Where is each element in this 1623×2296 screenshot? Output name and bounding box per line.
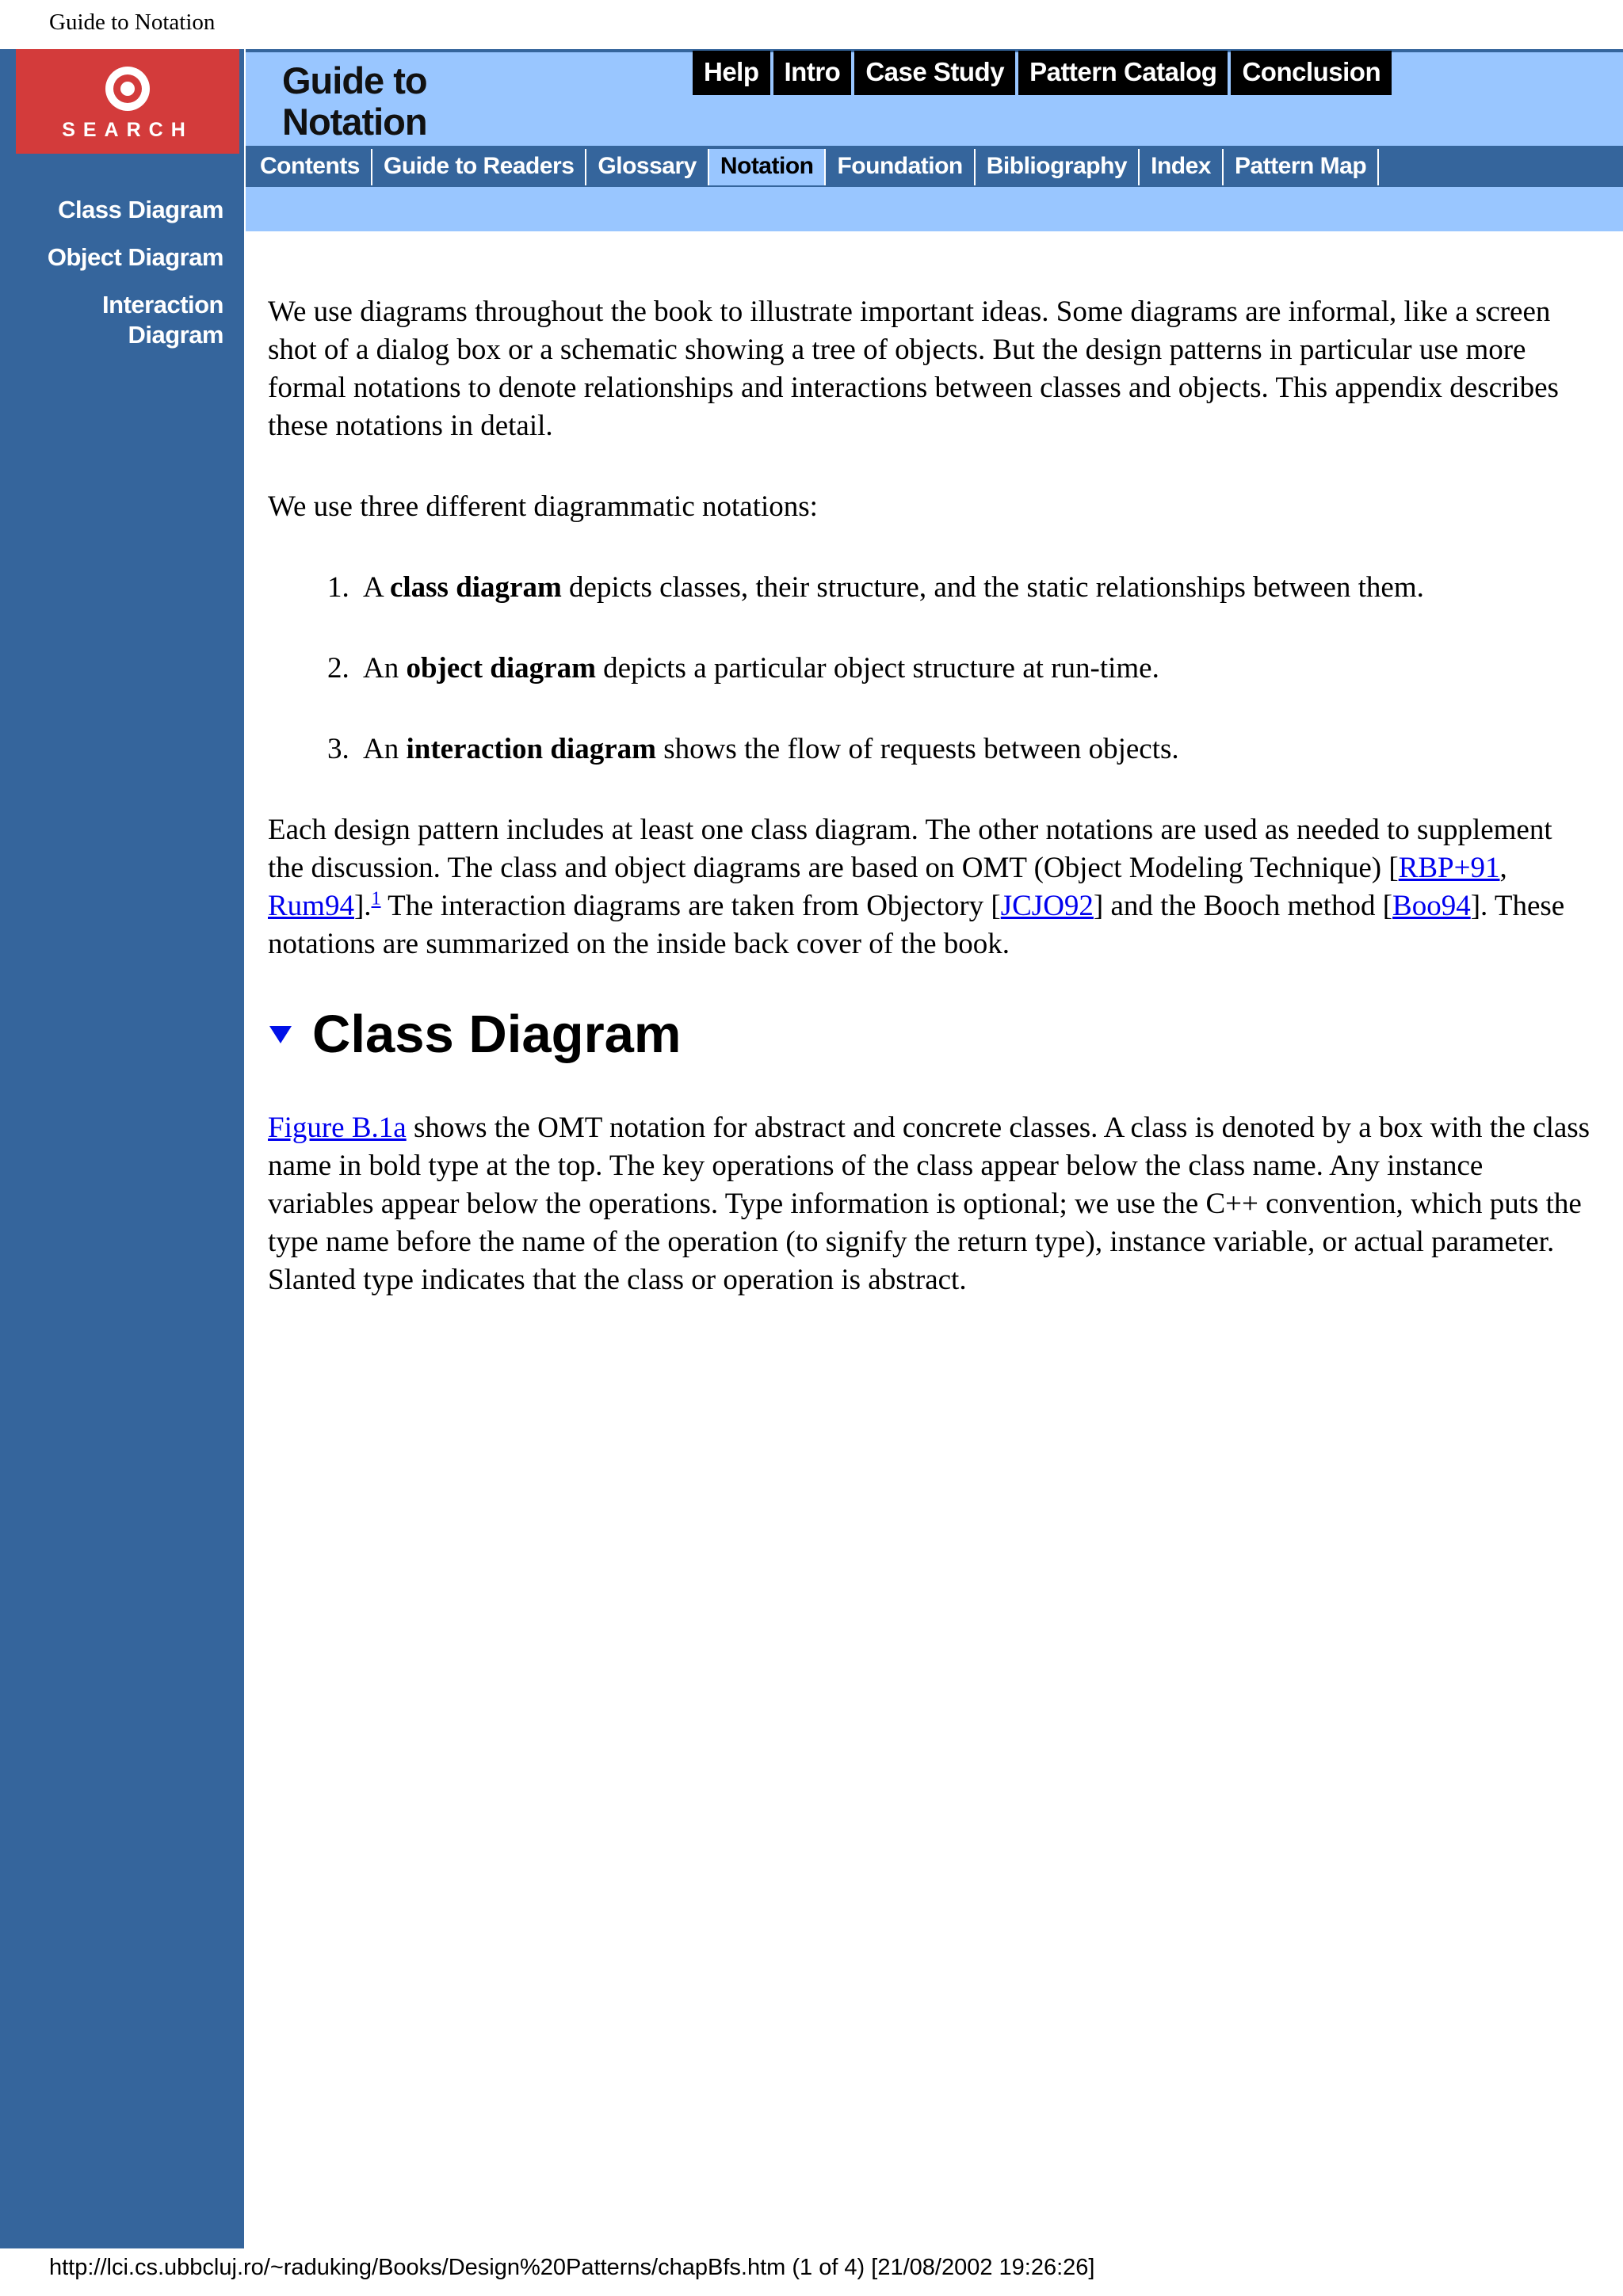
list-item-prefix: A <box>363 571 390 604</box>
tab-bibliography[interactable]: Bibliography <box>976 149 1140 185</box>
page-title-line1: Guide to <box>282 59 427 101</box>
figure-b1a-link[interactable]: Figure B.1a <box>268 1112 407 1144</box>
tab-notation[interactable]: Notation <box>709 149 827 185</box>
sidebar-item-class-diagram[interactable]: Class Diagram <box>58 196 223 223</box>
tab-glossary[interactable]: Glossary <box>586 149 708 185</box>
list-item <box>357 650 1593 688</box>
list-item-text: shows the flow of requests between objects. <box>655 733 1179 765</box>
main-content <box>268 293 1593 1342</box>
ref-jcjo92-link[interactable]: JCJO92 <box>1000 890 1094 922</box>
class-diagram-paragraph <box>268 1109 1593 1299</box>
top-nav <box>693 51 1395 95</box>
print-header: Guide to Notation <box>49 10 216 35</box>
section-title: Class Diagram <box>312 1005 682 1064</box>
nav-conclusion-button[interactable]: Conclusion <box>1231 51 1392 95</box>
sidebar-item-interaction-diagram[interactable] <box>0 290 223 350</box>
notation-sources-paragraph <box>268 811 1593 963</box>
ref-rbp91-link[interactable]: RBP+91 <box>1398 852 1500 884</box>
nav-help-button[interactable]: Help <box>693 51 770 95</box>
sidebar-item-label-interaction: Interaction <box>102 291 223 318</box>
page-title <box>282 60 427 143</box>
list-item-prefix: An <box>363 733 407 765</box>
tab-guide-to-readers[interactable]: Guide to Readers <box>372 149 586 185</box>
tab-foundation[interactable]: Foundation <box>826 149 975 185</box>
page-title-line2: Notation <box>282 101 427 143</box>
footnote-1-link[interactable]: 1 <box>371 888 381 910</box>
notation-list <box>268 569 1593 769</box>
sidebar <box>0 49 244 2248</box>
tab-contents[interactable]: Contents <box>249 149 372 185</box>
search-button[interactable] <box>16 49 239 154</box>
ref-boo94-link[interactable]: Boo94 <box>1392 890 1471 922</box>
list-item-text: depicts a particular object structure at run-time. <box>595 652 1159 685</box>
search-label: SEARCH <box>62 119 193 141</box>
lead-paragraph: We use three different diagrammatic notations: <box>268 490 818 523</box>
section-heading <box>268 1006 1593 1063</box>
list-item-term: object diagram <box>406 652 596 685</box>
list-item-term: class diagram <box>389 571 562 604</box>
ref-rum94-link[interactable]: Rum94 <box>268 890 354 922</box>
tab-pattern-map[interactable]: Pattern Map <box>1224 149 1379 185</box>
subheader-strip <box>246 187 1623 231</box>
triangle-down-icon <box>269 1026 292 1043</box>
intro-paragraph: We use diagrams throughout the book to illustrate important ideas. Some diagrams are informal, like a screen shot of a dialog box or a schematic showing a tree of objects. But the design patterns in particular use more formal notations to denote relationships and interactions between classes and objects. This appendix describes these notations in detail. <box>268 296 1559 442</box>
print-footer: http://lci.cs.ubbcluj.ro/~raduking/Books/Design%20Patterns/chapBfs.htm (1 of 4) [21/08/2002 19:26:26] <box>49 2255 1095 2280</box>
sidebar-item-label-diagram: Diagram <box>128 321 223 349</box>
paragraph-text: shows the OMT notation for abstract and concrete classes. A class is denoted by a box with the class name in bold type at the top. The key operations of the class appear below the class name. Any instance variables appear below the operations. Type information is optional; we use the C++ convention, which puts the type name before the name of the operation (to signify the return type), instance variable, or actual parameter. Slanted type indicates that the class or operation is abstract. <box>268 1112 1591 1296</box>
paragraph-text: , <box>1499 852 1507 884</box>
paragraph-text: The interaction diagrams are taken from Objectory [ <box>380 890 1001 922</box>
list-item <box>357 569 1593 607</box>
nav-intro-button[interactable]: Intro <box>773 51 852 95</box>
tab-row <box>249 149 1379 185</box>
sidebar-nav <box>0 195 223 368</box>
list-item-text: depicts classes, their structure, and the static relationships between them. <box>561 571 1424 604</box>
paragraph-text: ]. These notations are summarized on the inside back cover of the book. <box>268 890 1565 960</box>
paragraph-text: ] and the Booch method [ <box>1093 890 1393 922</box>
list-item-prefix: An <box>363 652 407 685</box>
target-icon <box>102 63 153 114</box>
list-item <box>357 730 1593 769</box>
paragraph-text: ]. <box>353 890 372 922</box>
paragraph-text: Each design pattern includes at least one class diagram. The other notations are used as needed to supplement the discussion. The class and object diagrams are based on OMT (Object Modeling Technique) [ <box>268 814 1552 884</box>
tab-index[interactable]: Index <box>1140 149 1224 185</box>
list-item-term: interaction diagram <box>406 733 656 765</box>
nav-pattern-catalog-button[interactable]: Pattern Catalog <box>1018 51 1228 95</box>
nav-case-study-button[interactable]: Case Study <box>854 51 1015 95</box>
sidebar-item-object-diagram[interactable]: Object Diagram <box>47 243 223 271</box>
